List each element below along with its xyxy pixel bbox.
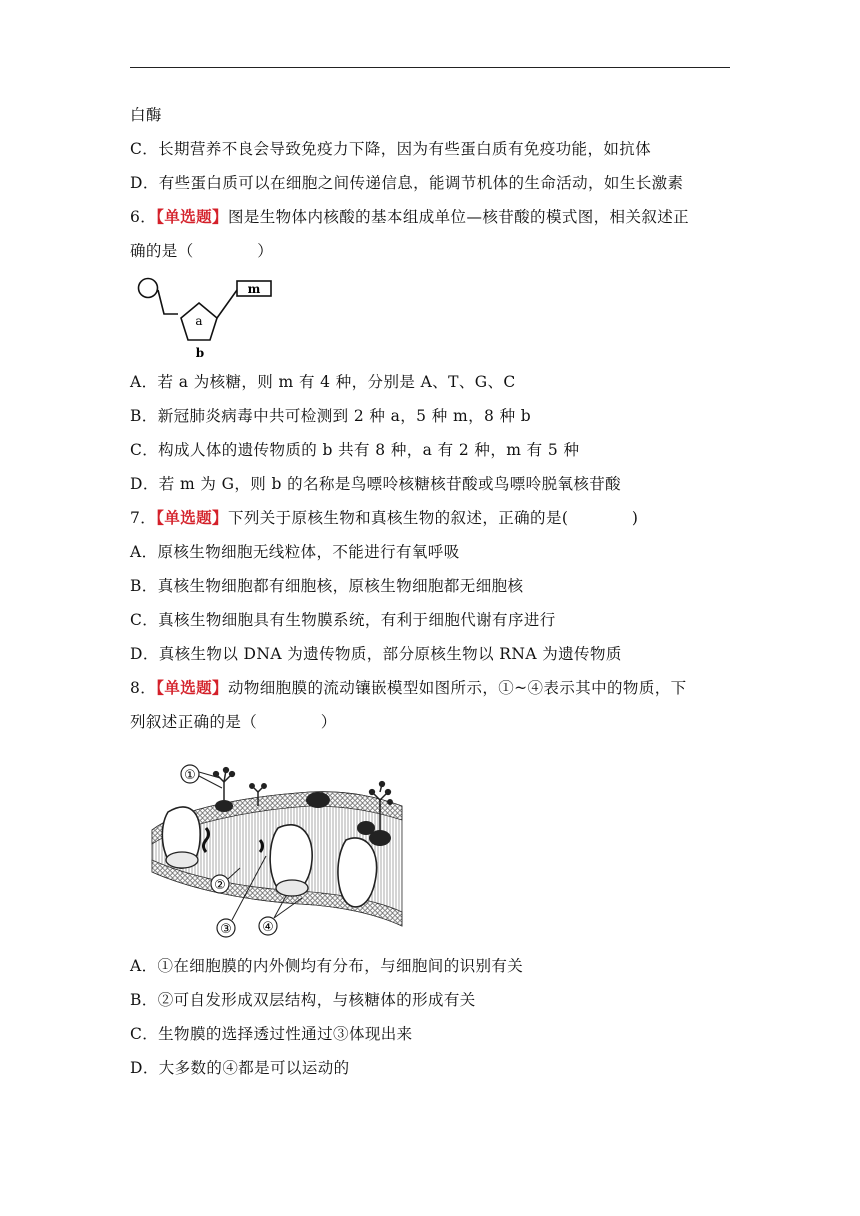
q7-stem [130,507,638,529]
question-type-tag: 【单选题】 [156,207,228,226]
q6-option-a: A．若 a 为核糖，则 m 有 4 种，分别是 A、T、G、C [130,373,516,391]
q8-option-c: C．生物膜的选择透过性通过③体现出来 [130,1025,413,1043]
q6-option-d: D．若 m 为 G，则 b 的名称是鸟嘌呤核糖核苷酸或鸟嘌呤脱氧核苷酸 [130,475,622,493]
question-type-tag: 【单选题】 [156,508,228,527]
label-2: ② [214,878,226,893]
question-number: 7． [130,509,157,527]
q6-stem-cont: 确的是（ ） [130,242,274,260]
q5-option-c: C．长期营养不良会导致免疫力下降，因为有些蛋白质有免疫功能，如抗体 [130,140,652,158]
q5-option-d: D．有些蛋白质可以在细胞之间传递信息，能调节机体的生命活动，如生长激素 [130,174,684,192]
q7-option-d: D．真核生物以 DNA 为遗传物质，部分原核生物以 RNA 为遗传物质 [130,645,622,663]
question-text: 下列关于原核生物和真核生物的叙述，正确的是( ) [227,509,639,527]
header-rule [130,67,730,68]
label-1: ① [184,768,196,783]
question-text: 图是生物体内核酸的基本组成单位—核苷酸的模式图，相关叙述正 [227,208,690,226]
q6-option-c: C．构成人体的遗传物质的 b 共有 8 种，a 有 2 种，m 有 5 种 [130,441,580,459]
label-4: ④ [262,920,274,935]
peripheral-protein [306,792,330,808]
peripheral-protein [357,821,375,835]
phosphate-circle [139,279,158,298]
protein-1-base [166,852,198,868]
peripheral-protein [215,800,233,812]
question-text: 动物细胞膜的流动镶嵌模型如图所示，①~④表示其中的物质，下 [227,679,687,697]
q6-stem [130,206,689,228]
question-number: 6． [130,208,157,226]
label-b: b [195,346,205,360]
q7-option-a: A．原核生物细胞无线粒体，不能进行有氧呼吸 [130,543,460,561]
question-number: 8． [130,679,157,697]
base-bond [217,290,237,318]
q8-option-b: B．②可自发形成双层结构，与核糖体的形成有关 [130,991,476,1009]
phosphate-bond [158,290,178,314]
text-line: 白酶 [130,106,162,124]
q8-option-a: A．①在细胞膜的内外侧均有分布，与细胞间的识别有关 [130,957,524,975]
protein-2-base [276,880,308,896]
nucleotide-diagram [132,274,282,364]
q7-option-c: C．真核生物细胞具有生物膜系统，有利于细胞代谢有序进行 [130,611,556,629]
glycoprotein-chain [214,768,235,800]
q7-option-b: B．真核生物细胞都有细胞核，原核生物细胞都无细胞核 [130,577,524,595]
q6-option-b: B．新冠肺炎病毒中共可检测到 2 种 a，5 种 m，8 种 b [130,407,532,425]
q8-option-d: D．大多数的④都是可以运动的 [130,1059,350,1077]
q8-stem-cont: 列叙述正确的是（ ） [130,713,337,731]
label-m: m [247,282,261,296]
label-a: a [195,314,203,328]
q8-stem [130,677,687,699]
question-type-tag: 【单选题】 [156,678,228,697]
cell-membrane-diagram [140,748,410,944]
label-3: ③ [220,922,232,937]
